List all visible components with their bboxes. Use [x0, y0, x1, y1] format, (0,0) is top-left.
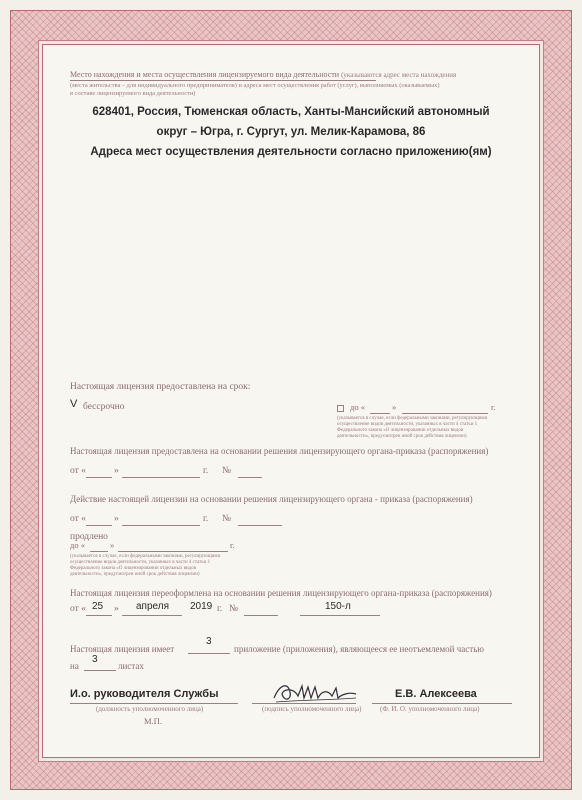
number-sign: №: [229, 604, 239, 614]
reissued-from: от «: [70, 604, 86, 614]
quote-close: »: [114, 466, 119, 476]
extended-until: до «: [70, 540, 85, 550]
rule: [238, 477, 262, 478]
term-until-prefix: до «: [350, 402, 365, 412]
extended-note: (указывается в случае, если федеральными законами, регулирующими осуществление видов деятельности, указанных в части 4 статьи 1 Федерального закона «О лицензировании отдельных видов деятельности», предусмотрен иной срок действия лицензии): [70, 554, 221, 577]
number-sign: №: [222, 514, 232, 524]
quote-close: »: [114, 604, 119, 614]
rule: [402, 413, 488, 414]
year-suffix: г.: [203, 466, 209, 476]
reissued-day: 25: [92, 601, 104, 612]
reissued-month: апреля: [136, 601, 170, 612]
signature-note: (подпись уполномоченного лица): [262, 705, 362, 713]
appendix-on: на: [70, 661, 79, 671]
term-until-checkbox: [337, 405, 344, 412]
quote-close: »: [392, 402, 397, 412]
rule: [84, 670, 116, 671]
position-note: (должность уполномоченного лица): [96, 705, 204, 713]
rule: [118, 551, 228, 552]
rule: [86, 477, 112, 478]
address-line-3: Адреса мест осуществления деятельности согласно приложению(ям): [90, 146, 492, 158]
basis-from: от «: [70, 466, 86, 476]
quote-close: »: [110, 540, 115, 550]
year-suffix: г.: [491, 402, 496, 412]
location-header: [70, 70, 515, 79]
address-line-1: 628401, Россия, Тюменская область, Ханты-Мансийский автономный: [92, 106, 490, 118]
appendix-prefix: Настоящая лицензия имеет: [70, 644, 175, 654]
year-suffix: г.: [217, 604, 223, 614]
location-note-inline: (указываются адрес места нахождения: [341, 71, 457, 79]
reissued-year: 2019: [190, 601, 213, 612]
action-label: Действие настоящей лицензии на основании решения лицензирующего органа - приказа (распоряжения): [70, 494, 473, 504]
term-label: Настоящая лицензия предоставлена на срок:: [70, 382, 251, 392]
location-note-2: (места жительства – для индивидуального предпринимателя) и адреса мест осуществления работ (услуг), выполняемых (оказываемых): [70, 82, 440, 89]
rule: [122, 477, 200, 478]
handwritten-signature: [270, 678, 360, 706]
rule: [372, 703, 512, 704]
rule: [300, 615, 380, 616]
signatory-name: Е.В. Алексеева: [395, 688, 477, 700]
reissued-label: Настоящая лицензия переоформлена на основании решения лицензирующего органа-приказа (распоряжения): [70, 588, 492, 598]
rule: [244, 615, 278, 616]
action-from: от «: [70, 514, 86, 524]
rule: [238, 525, 282, 526]
name-note: (Ф. И. О. уполномоченного лица): [380, 705, 480, 713]
number-sign: №: [222, 466, 232, 476]
year-suffix: г.: [203, 514, 209, 524]
appendix-sheets: 3: [92, 654, 98, 665]
extended-label: продлено: [70, 532, 108, 542]
rule: [188, 653, 230, 654]
rule: [86, 525, 112, 526]
reissued-number: 150-л: [325, 601, 351, 612]
rule: [70, 703, 238, 704]
basis-label: Настоящая лицензия предоставлена на основании решения лицензирующего органа-приказа (распоряжения): [70, 446, 489, 456]
rule: [252, 703, 356, 704]
term-note: (указывается в случае, если федеральными законами, регулирующими осуществление видов деятельности, указанных в части 4 статьи 1 Федерального закона «О лицензировании отдельных видов деятельности», предусмотрен иной срок действия лицензии): [337, 416, 488, 439]
rule: [122, 615, 182, 616]
location-title: Место нахождения и места осуществления лицензируемого вида деятельности: [70, 70, 340, 79]
rule: [86, 615, 112, 616]
stamp-place: М.П.: [144, 716, 162, 726]
signatory-position: И.о. руководителя Службы: [70, 688, 219, 700]
appendix-count: 3: [206, 636, 212, 647]
appendix-sheets-suffix: листах: [118, 661, 144, 671]
location-note-3: в составе лицензируемого вида деятельности): [70, 90, 196, 97]
check-mark-icon: V: [70, 398, 78, 410]
rule: [122, 525, 200, 526]
rule: [370, 413, 390, 414]
year-suffix: г.: [230, 540, 235, 550]
address-line-2: округ – Югра, г. Сургут, ул. Мелик-Карамова, 86: [156, 126, 426, 138]
quote-close: »: [114, 514, 119, 524]
rule: [70, 80, 376, 81]
rule: [90, 551, 108, 552]
term-indefinite: бессрочно: [83, 402, 125, 412]
appendix-middle: приложение (приложения), являющееся ее неотъемлемой частью: [234, 644, 485, 654]
